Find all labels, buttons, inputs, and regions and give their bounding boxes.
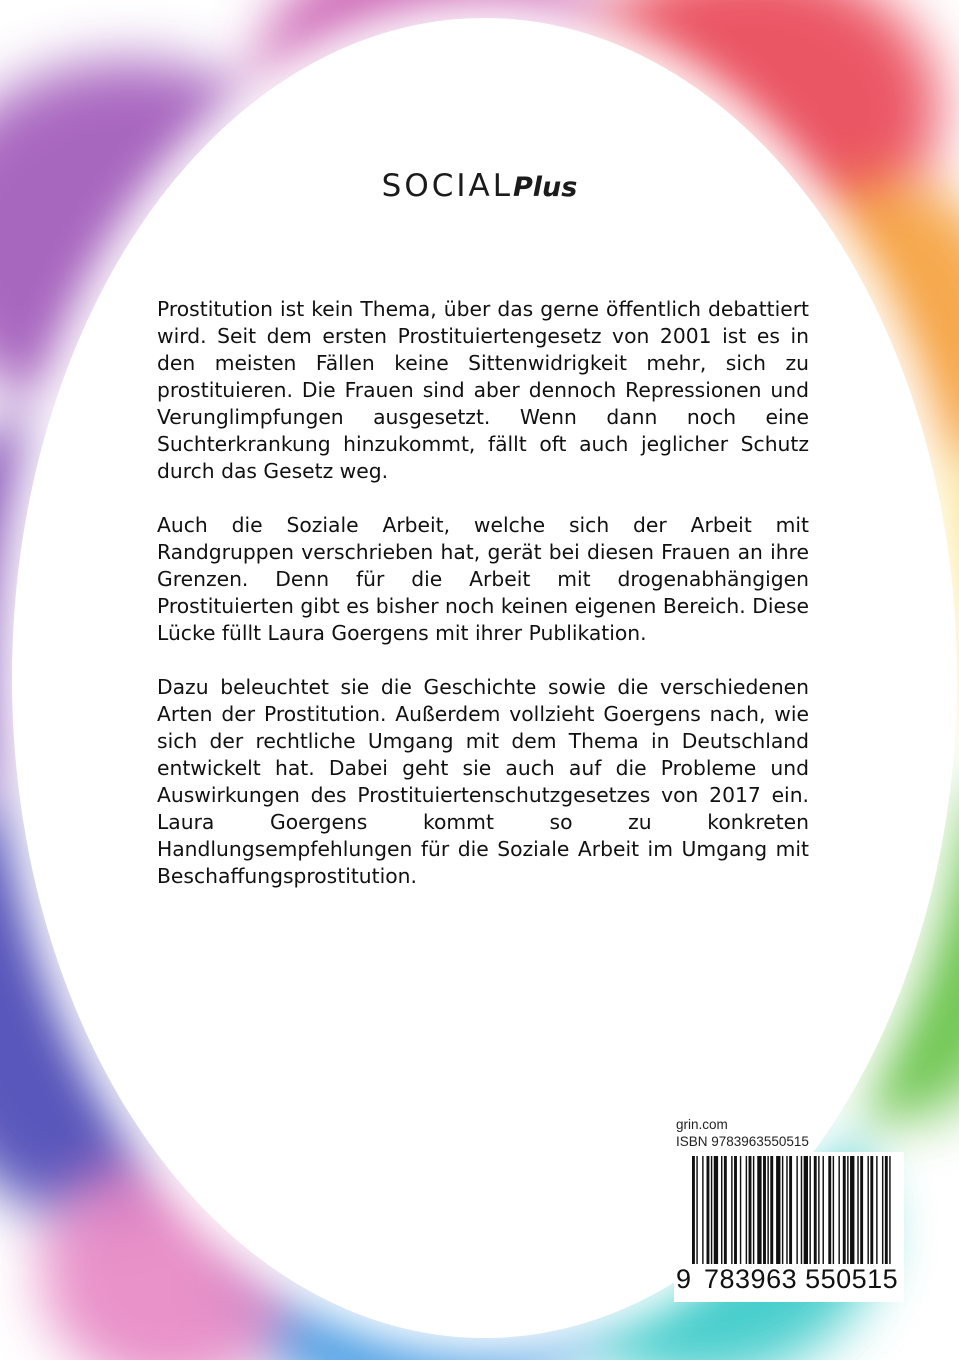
barcode-bar [818, 1156, 819, 1264]
barcode-first-digit: 9 [676, 1264, 692, 1294]
logo-social: SOCIAL [381, 168, 513, 204]
series-logo [0, 168, 959, 204]
isbn-text: ISBN 9783963550515 [676, 1134, 809, 1149]
barcode-bar [823, 1156, 824, 1264]
barcode-bar [867, 1156, 868, 1264]
blurb-paragraph-2: Auch die Soziale Arbeit, welche sich der Arbeit mit Randgruppen verschrieben hat, gerät bei diesen Frauen an ihre Grenzen. Denn für die Arbeit mit drogenabhängigen Prostituierten gibt es bisher noch keinen eigenen Bereich. Diese Lücke füllt Laura Goergens mit ihrer Publikation. [157, 513, 809, 645]
barcode-bar [696, 1156, 697, 1264]
publisher-info [676, 1116, 809, 1150]
barcode-bar [782, 1156, 783, 1264]
barcode-bar [801, 1156, 802, 1264]
blurb-paragraph-3: Dazu beleuchtet sie die Geschichte sowie die verschiedenen Arten der Prostitution. Außerdem vollzieht Goergens nach, wie sich der rechtliche Umgang mit dem Thema in Deutschland entwickelt hat. Dabei geht sie auch auf die Probleme und Auswirkungen des Prostituiertenschutzgesetzes von 2017 ein. Laura Goergens kommt so zu konkreten Handlungsempfehlungen für die Soziale Arbeit im Umgang mit Beschaffungsprostitution. [157, 675, 809, 888]
barcode-bar [889, 1156, 890, 1264]
isbn-barcode [674, 1152, 904, 1302]
barcode-bar [843, 1156, 846, 1264]
barcode-bar [746, 1156, 747, 1264]
barcode-bar [714, 1156, 718, 1264]
barcode-bar [767, 1156, 768, 1264]
barcode-bar [692, 1156, 695, 1264]
barcode-bar [850, 1156, 854, 1264]
blurb-text [157, 296, 809, 917]
barcode-bar [860, 1156, 863, 1264]
barcode-bar [809, 1156, 810, 1264]
barcode-bar [833, 1156, 834, 1264]
barcode-rest-digits: 783963 550515 [704, 1264, 899, 1294]
barcode-bar [828, 1156, 831, 1264]
barcode-bar [838, 1156, 839, 1264]
barcode-bar [882, 1156, 883, 1264]
barcode-bar [870, 1156, 873, 1264]
barcode-bar [731, 1156, 732, 1264]
barcode-bar [721, 1156, 722, 1264]
barcode-digits [676, 1264, 902, 1295]
barcode-bar [814, 1156, 817, 1264]
barcode-bar [885, 1156, 888, 1264]
barcode-bar [763, 1156, 766, 1264]
barcode-bar [789, 1156, 792, 1264]
barcode-bar [857, 1156, 858, 1264]
barcode-bar [776, 1156, 780, 1264]
barcode-bar [702, 1156, 703, 1264]
barcode-bar [796, 1156, 797, 1264]
barcode-bar [753, 1156, 754, 1264]
barcode-bar [734, 1156, 737, 1264]
barcode-bar [876, 1156, 877, 1264]
barcode-bar [749, 1156, 752, 1264]
publisher-site: grin.com [676, 1117, 728, 1132]
barcode-bars [692, 1156, 892, 1268]
barcode-bar [770, 1156, 773, 1264]
logo-plus: Plus [513, 172, 578, 203]
barcode-bar [757, 1156, 761, 1264]
barcode-bar [786, 1156, 787, 1264]
barcode-bar [804, 1156, 808, 1264]
barcode-bar [847, 1156, 848, 1264]
barcode-bar [711, 1156, 712, 1264]
blurb-paragraph-1: Prostitution ist kein Thema, über das gerne öffentlich debattiert wird. Seit dem ersten Prostituiertengesetz von 2001 ist es in den meisten Fällen keine Sittenwidrigkeit mehr, sich zu prostituieren. Die Frauen sind aber dennoch Repressionen und Verunglimpfungen ausgesetzt. Wenn dann noch eine Suchterkrankung hinzukommt, fällt oft auch jeglicher Schutz durch das Gesetz weg. [157, 297, 809, 483]
barcode-bar [740, 1156, 741, 1264]
barcode-bar [707, 1156, 710, 1264]
barcode-bar [724, 1156, 727, 1264]
